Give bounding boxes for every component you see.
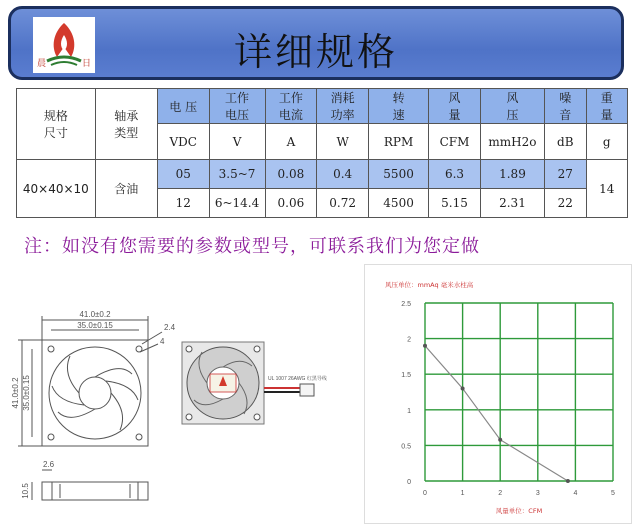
y-tick-label: 1	[407, 407, 411, 415]
header-pressure: 风 压	[480, 89, 544, 124]
row2-power: 0.72	[317, 189, 369, 218]
dim-outer-width: 41.0±0.2	[79, 310, 111, 319]
x-tick-label: 5	[611, 490, 615, 497]
row2-pressure: 2.31	[480, 189, 544, 218]
weight-value: 14	[586, 160, 628, 218]
unit-airflow: CFM	[429, 124, 481, 160]
page-title: 详细规格	[233, 30, 398, 74]
header-power: 消耗 功率	[317, 89, 369, 124]
unit-working-current: A	[265, 124, 317, 160]
x-tick-label: 2	[498, 490, 503, 497]
header-voltage: 电 压	[157, 89, 209, 124]
row2-voltage: 12	[157, 189, 209, 218]
header-size: 规格 尺寸	[17, 89, 96, 160]
y-tick-label: 2	[407, 336, 411, 344]
header-noise: 噪 音	[545, 89, 586, 124]
header-airflow: 风 量	[429, 89, 481, 124]
wire-label: UL 1007 26AWG 红黑导线	[268, 376, 327, 382]
technical-drawing	[0, 262, 360, 528]
dim-depth: 2.6	[43, 460, 55, 469]
fan-front-outline	[42, 340, 148, 446]
row1-voltage: 05	[157, 160, 209, 189]
row1-working-voltage: 3.5~7	[209, 160, 265, 189]
unit-speed: RPM	[369, 124, 429, 160]
row2-speed: 4500	[369, 189, 429, 218]
y-tick-label: 2.5	[401, 301, 411, 308]
header-working-voltage: 工作 电压	[209, 89, 265, 124]
dim-hole-spacing: 35.0±0.15	[77, 321, 113, 330]
y-tick-label: 1.5	[401, 372, 411, 380]
unit-weight: g	[586, 124, 628, 160]
pq-chart-svg	[365, 265, 631, 523]
dim-diameter-4: 4	[160, 337, 165, 346]
x-tick-label: 0	[423, 490, 427, 497]
pq-curve-chart	[364, 264, 632, 524]
header-speed: 转 速	[369, 89, 429, 124]
row1-noise: 27	[545, 160, 586, 189]
header-working-current: 工作 电流	[265, 89, 317, 124]
row1-pressure: 1.89	[480, 160, 544, 189]
custom-order-note: 注：如没有您需要的参数或型号，可联系我们为您定做	[24, 236, 480, 257]
logo-left-char: 晨	[37, 59, 47, 69]
unit-noise: dB	[545, 124, 586, 160]
row1-power: 0.4	[317, 160, 369, 189]
chart-title: 风压单位：mmAq 毫米水柱高	[385, 281, 474, 289]
y-tick-label: 0	[407, 479, 411, 486]
row1-current: 0.08	[265, 160, 317, 189]
unit-working-voltage: V	[209, 124, 265, 160]
row2-working-voltage: 6~14.4	[209, 189, 265, 218]
fan-hub	[79, 377, 111, 409]
y-tick-label: 0.5	[401, 443, 411, 451]
pq-curve-line	[425, 346, 568, 481]
pq-curve-point	[423, 344, 427, 348]
dim-hole-diameter: 2.4	[164, 323, 176, 332]
row2-airflow: 5.15	[429, 189, 481, 218]
spec-table	[16, 88, 628, 218]
row1-airflow: 6.3	[429, 160, 481, 189]
logo-right-char: 日	[81, 59, 91, 69]
row2-current: 0.06	[265, 189, 317, 218]
unit-pressure: mmH2o	[480, 124, 544, 160]
dim-outer-height: 41.0±0.2	[11, 377, 20, 409]
header-bearing: 轴承 类型	[95, 89, 157, 160]
fan-side-outline	[42, 482, 148, 500]
bearing-type: 含油	[95, 160, 157, 218]
unit-voltage: VDC	[157, 124, 209, 160]
model-size: 40×40×10	[17, 160, 96, 218]
pq-curve-point	[498, 438, 502, 442]
x-tick-label: 1	[460, 490, 465, 497]
header-weight: 重 量	[586, 89, 628, 124]
fan-front-circle	[49, 347, 141, 439]
dim-hole-height: 35.0±0.15	[22, 375, 31, 411]
title-banner	[8, 6, 624, 80]
pq-curve-point	[461, 386, 465, 390]
row2-noise: 22	[545, 189, 586, 218]
x-axis-label: 风量单位：CFM	[495, 507, 543, 515]
x-tick-label: 3	[535, 490, 540, 497]
pq-curve-point	[566, 479, 570, 483]
x-tick-label: 4	[573, 490, 578, 497]
row1-speed: 5500	[369, 160, 429, 189]
dim-height: 10.5	[21, 483, 30, 499]
unit-power: W	[317, 124, 369, 160]
